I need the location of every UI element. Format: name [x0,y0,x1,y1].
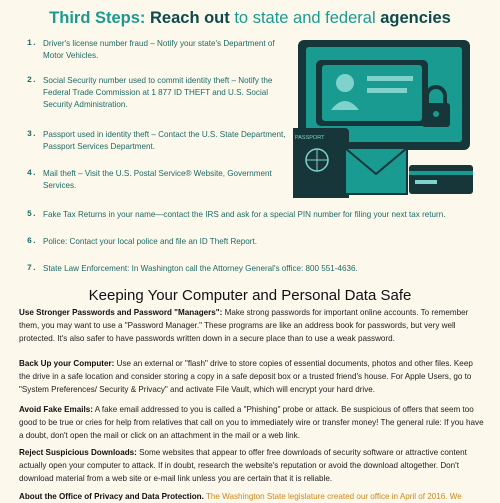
paragraph: Reject Suspicious Downloads: Some websites that appear to offer free downloads of security software or attractive content actually open your computer to attack. If in doubt, research the website's reputation or avoid the download altogether. Don't download material from a web site or e-mail link unless you are certain that it is reliable. [19,448,467,483]
page-title: Third Steps: Reach out to state and federal agencies [49,9,451,27]
passport-icon [293,128,349,198]
list-item: 5. Fake Tax Returns in your name—contact the IRS and ask for a special PIN number for filing your next tax return. [27,210,446,219]
list-item: 6. Police: Contact your local police and file an ID Theft Report. [27,237,257,246]
section-title: Keeping Your Computer and Personal Data Safe [88,287,412,304]
paragraph: Avoid Fake Emails: A fake email addressed to you is called a "Phishing" probe or attack. Be suspicious of offers that seem too good to be true or cries for help from relatives that call on you to immediately wire or transfer money! The general rule: If you have a doubt, don't open the mail or click on an attachment in the mail or a web link. [19,405,484,440]
list-item: 4. Mail theft – Visit the U.S. Postal Service® Website, Government Services. [27,169,272,190]
user-icon [336,74,354,92]
paragraph: About the Office of Privacy and Data Protection. The Washington State legislature created our office in April of 2016. We [19,492,462,501]
paragraph: Use Stronger Passwords and Password "Managers": Make strong passwords for important online accounts. To remember them, you may want to use a "Password Manager." These programs are like an address book for passwords, but very well protected. It's also safer to have passwords written down in a secure place than to use a weak password. [19,308,469,343]
passport-label: PASSPORT [295,135,325,141]
list-item: 2. Social Security number used to commit identity theft – Notify the Federal Trade Commission at 1 877 ID THEFT and U.S. Social Security Administration. [27,76,273,109]
list-item: 1. Driver's license number fraud – Notify your state's Department of Motor Vehicles. [27,39,275,60]
paragraph: Back Up your Computer: Use an external or "flash" drive to store copies of essential documents, photos and other files. Keep the drive in a safe location and consider storing a copy in a safe deposit box or a trusted friend's house. For Apple Users, go to "System Preferences/ Security & Privacy" and activate File Vault, which will encrypt your hard drive. [19,359,473,394]
list-item: 7. State Law Enforcement: In Washington call the Attorney General's office: 800 551-4636. [27,264,358,273]
list-item: 3. Passport used in identity theft – Contact the U.S. State Department, Passport Services Department. [27,130,286,151]
credit-card-icon [409,165,473,194]
identity-illustration [293,38,481,198]
envelope-icon [345,148,407,194]
